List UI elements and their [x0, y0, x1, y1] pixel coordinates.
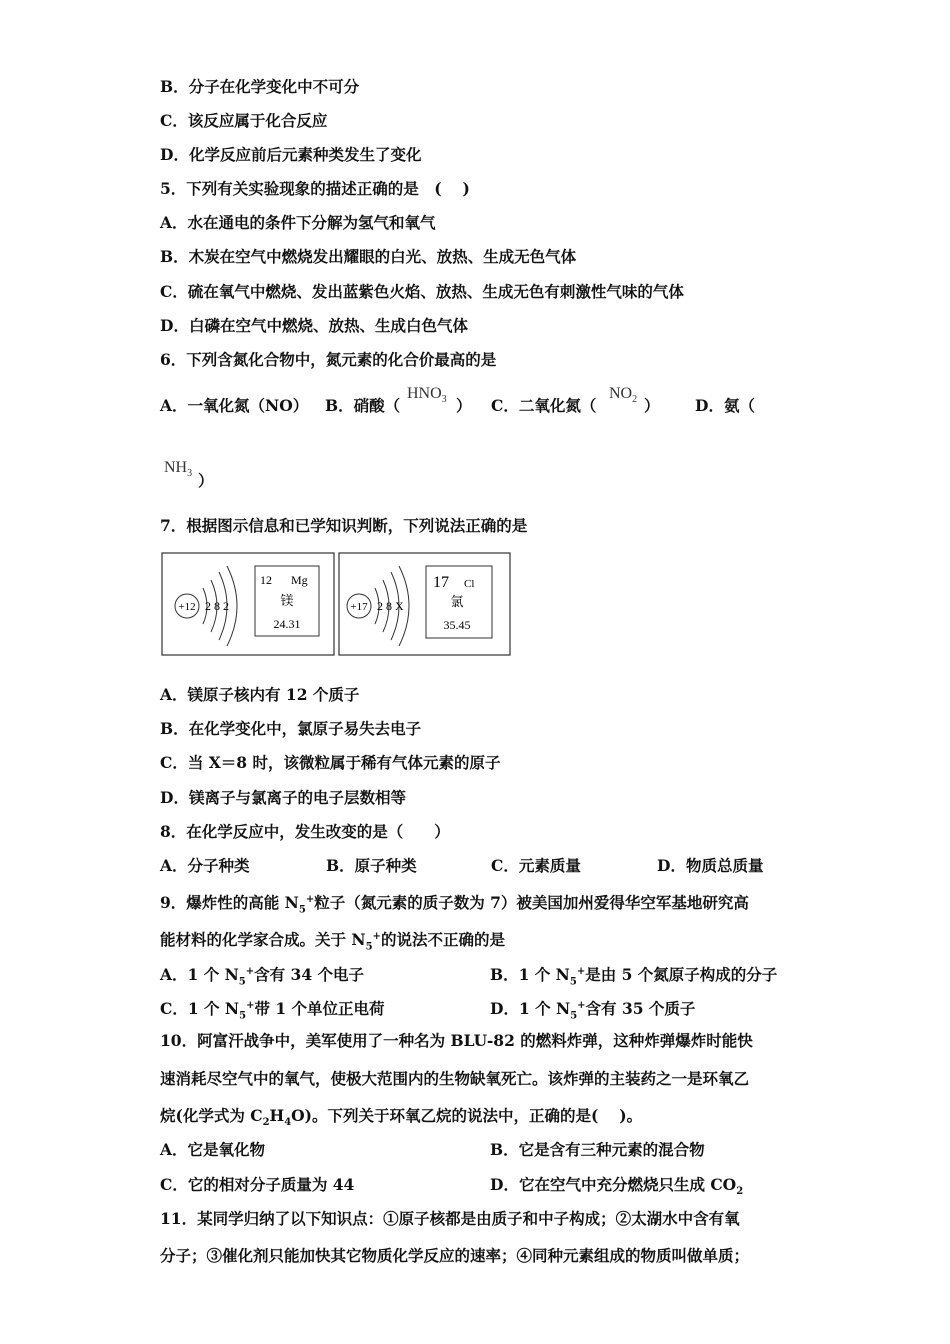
q6-option-b-close: ） — [456, 396, 472, 415]
cl-electron-shells: 2 8 X — [377, 599, 404, 613]
q4-option-b: B．分子在化学变化中不可分 — [160, 77, 360, 96]
cl-nucleus-charge: +17 — [350, 601, 368, 613]
cl-panel — [339, 553, 510, 655]
cl-symbol: Cl — [464, 578, 475, 590]
q10-option-a: A．它是氧化物 — [160, 1140, 266, 1159]
q4-option-d: D．化学反应前后元素种类发生了变化 — [160, 145, 422, 164]
q10-stem-line2: 速消耗尽空气中的氧气，使极大范围内的生物缺氧死亡。该炸弹的主装药之一是环氧乙 — [160, 1069, 750, 1088]
q5-option-c: C．硫在氧气中燃烧、发出蓝紫色火焰、放热、生成无色有刺激性气味的气体 — [160, 282, 684, 301]
q10-option-d: D．它在空气中充分燃烧只生成 $CO_2$ — [490, 1175, 744, 1198]
q8-option-a: A．分子种类 — [160, 856, 250, 875]
q11-stem-line2: 分子；③催化剂只能加快其它物质化学反应的速率；④同种元素组成的物质叫做单质； — [160, 1246, 750, 1265]
q7-option-c: C．当 X＝8 时，该微粒属于稀有气体元素的原子 — [160, 753, 501, 772]
q9-stem-line1: 9．爆炸性的高能 $N_5^+$粒子（氮元素的质子数为 7）被美国加州爱得华空军基地研究高 — [160, 893, 749, 916]
q11-stem-line1: 11．某同学归纳了以下知识点：①原子核都是由质子和中子构成；②太湖水中含有氧 — [160, 1209, 740, 1228]
atom-structure-figure — [161, 552, 511, 657]
mg-nucleus-charge: +12 — [178, 601, 196, 613]
mg-panel — [162, 553, 334, 655]
mg-name: 镁 — [280, 594, 294, 609]
q8-option-b: B．原子种类 — [326, 856, 417, 875]
q8-option-c: C．元素质量 — [491, 856, 581, 875]
q8-option-d: D．物质总质量 — [657, 856, 764, 875]
q6-stem: 6．下列含氮化合物中，氮元素的化合价最高的是 — [160, 350, 497, 369]
q6-option-d-close: ） — [198, 471, 214, 490]
mg-atomic-number: 12 — [260, 573, 272, 587]
q5-option-b: B．木炭在空气中燃烧发出耀眼的白光、放热、生成无色气体 — [160, 247, 577, 266]
q7-option-d: D．镁离子与氯离子的电子层数相等 — [160, 788, 406, 807]
mg-symbol: Mg — [291, 573, 308, 587]
q10-stem-line3: 烷(化学式为 $C_2H_4O$)。下列关于环氧乙烷的说法中，正确的是( )。 — [160, 1106, 643, 1129]
q10-stem-line1: 10．阿富汗战争中，美军使用了一种名为 BLU-82 的燃料炸弹，这种炸弹爆炸时能快 — [160, 1031, 753, 1050]
q8-stem: 8．在化学反应中，发生改变的是（ ） — [160, 822, 450, 841]
q4-option-c: C．该反应属于化合反应 — [160, 111, 328, 130]
mg-atomic-mass: 24.31 — [273, 617, 301, 631]
q6-option-b-label: B．硝酸（ — [325, 396, 401, 415]
q7-stem: 7．根据图示信息和已学知识判断，下列说法正确的是 — [160, 516, 528, 535]
cl-atomic-number: 17 — [433, 574, 449, 591]
q5-option-d: D．白磷在空气中燃烧、放热、生成白色气体 — [160, 316, 468, 335]
formula-no2: $NO_2$ — [609, 385, 638, 406]
mg-electron-shells: 2 8 2 — [205, 599, 229, 613]
q6-option-c-close: ） — [644, 396, 660, 415]
q5-option-a: A．水在通电的条件下分解为氢气和氧气 — [160, 213, 436, 232]
q9-option-b: B．1 个 $N_5^+$是由 5 个氮原子构成的分子 — [490, 965, 778, 988]
q10-option-b: B．它是含有三种元素的混合物 — [490, 1140, 705, 1159]
cl-atomic-mass: 35.45 — [443, 618, 471, 632]
formula-hno3: $HNO_3$ — [407, 385, 447, 406]
q5-stem: 5．下列有关实验现象的描述正确的是 ( ) — [160, 179, 470, 198]
q9-option-c: C．1 个 $N_5^+$带 1 个单位正电荷 — [160, 999, 385, 1022]
q6-option-a: A．一氧化氮（NO） — [160, 396, 309, 415]
q7-option-b: B．在化学变化中，氯原子易失去电子 — [160, 719, 422, 738]
q9-option-d: D．1 个 $N_5^+$含有 35 个质子 — [490, 999, 696, 1022]
q7-option-a: A．镁原子核内有 12 个质子 — [160, 685, 360, 704]
q10-option-c: C．它的相对分子质量为 44 — [160, 1175, 355, 1194]
formula-nh3: $NH_3$ — [164, 459, 193, 480]
q6-option-c-label: C．二氧化氮（ — [491, 396, 597, 415]
cl-name: 氯 — [450, 595, 464, 610]
q9-stem-line2: 能材料的化学家合成。关于 $N_5^+$的说法不正确的是 — [160, 930, 505, 953]
q6-option-d-label: D．氨（ — [695, 396, 755, 415]
q9-option-a: A．1 个 $N_5^+$含有 34 个电子 — [160, 965, 365, 988]
